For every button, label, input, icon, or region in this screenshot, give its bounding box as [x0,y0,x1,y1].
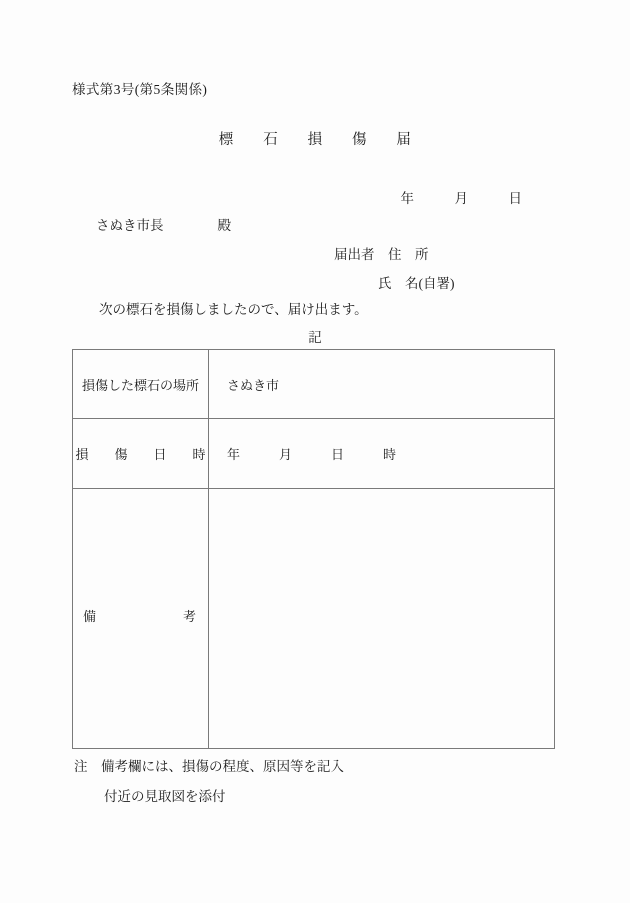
submitter-address-label: 届出者 住 所 [334,247,429,262]
page-title: 標 石 損 傷 届 [218,132,412,148]
table-row [73,419,555,489]
value-text: 年 月 日 時 [227,447,397,462]
label-text: 損傷した標石の場所 [82,377,200,393]
table-row-value-datetime[interactable] [209,419,555,489]
table-row-label-location [73,350,209,419]
value-text: さぬき市 [227,377,280,393]
table-row [73,489,555,749]
form-table [72,349,555,749]
ki-marker: 記 [308,330,322,345]
remarks-label [83,606,196,625]
submitter-name-label: 氏 名(自署) [378,276,455,291]
table-row-label-datetime [73,419,209,489]
remarks-label-left: 備 [83,609,97,624]
footer-note-1: 注 備考欄には、損傷の程度、原因等を記入 [74,759,344,774]
form-number: 様式第3号(第5条関係) [72,82,208,97]
value-text [209,609,554,629]
table-row-value-location[interactable] [209,350,555,419]
date-line: 年 月 日 [400,191,522,206]
table-row-label-remarks [73,489,209,749]
remarks-label-right: 考 [182,609,196,624]
table-row [73,350,555,419]
table-row-value-remarks[interactable] [209,489,555,749]
addressee-line: さぬき市長 殿 [96,218,231,233]
footer-note-2: 付近の見取図を添付 [104,789,226,804]
statement-text: 次の標石を損傷しましたので、届け出ます。 [99,302,368,317]
label-text: 損 傷 日 時 [75,447,206,462]
